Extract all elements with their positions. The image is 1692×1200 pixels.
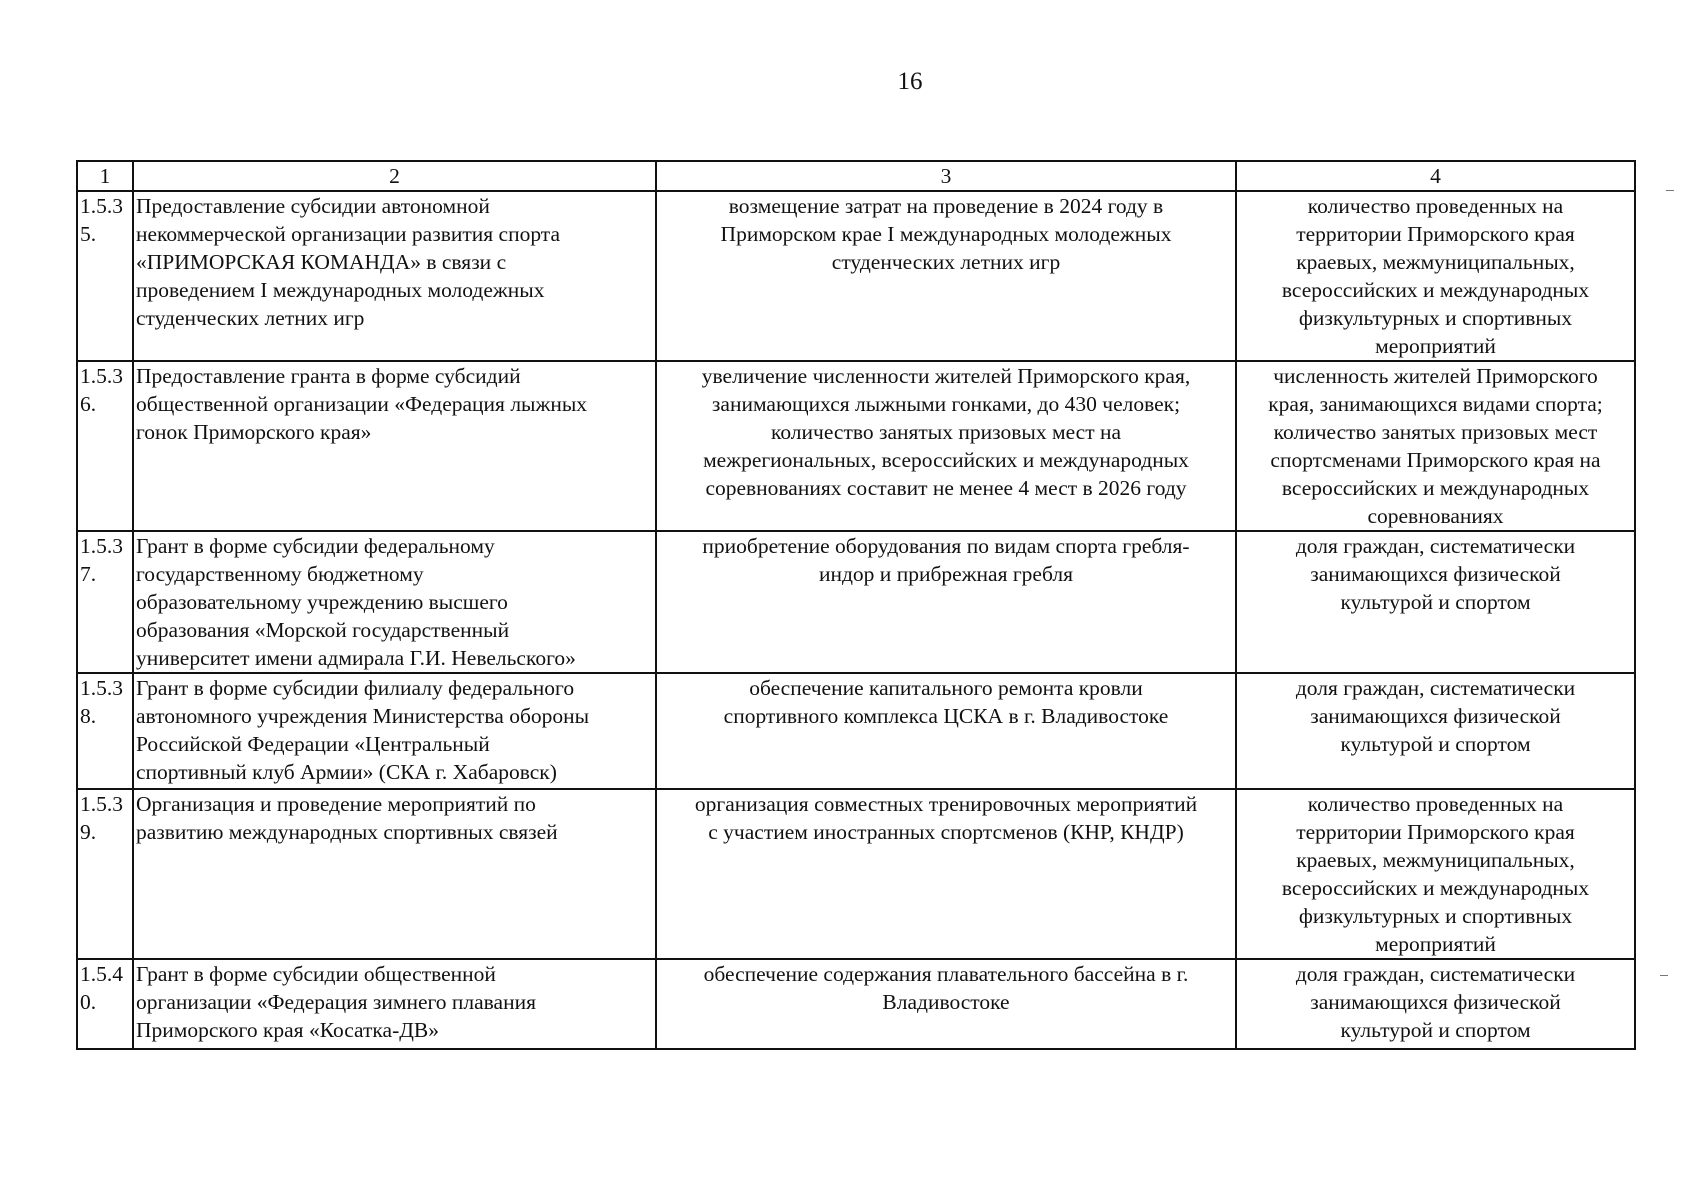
row-number: 1.5.3 9. (77, 789, 133, 959)
table-header-row (77, 161, 1635, 191)
measure-description: Предоставление субсидии автономной некоммерческой организации развития спорта «ПРИМОРСКАЯ КОМАНДА» в связи с проведением I международных молодежных студенческих летних игр (133, 191, 656, 361)
scan-artifact (1666, 190, 1674, 191)
table-row (77, 789, 1635, 959)
measure-result: увеличение численности жителей Приморского края, занимающихся лыжными гонками, до 430 человек; количество занятых призовых мест на межрегиональных, всероссийских и международных соревнованиях составит не менее 4 мест в 2026 году (656, 361, 1236, 531)
measure-description: Грант в форме субсидии филиалу федерального автономного учреждения Министерства обороны Российской Федерации «Центральный спортивный клуб Армии» (СКА г. Хабаровск) (133, 673, 656, 789)
measure-description: Предоставление гранта в форме субсидий общественной организации «Федерация лыжных гонок Приморского края» (133, 361, 656, 531)
column-header-1: 1 (77, 161, 133, 191)
row-number: 1.5.3 8. (77, 673, 133, 789)
row-number: 1.5.4 0. (77, 959, 133, 1049)
measure-description: Организация и проведение мероприятий по развитию международных спортивных связей (133, 789, 656, 959)
measure-indicator: доля граждан, систематически занимающихся физической культурой и спортом (1236, 673, 1635, 789)
table-row (77, 191, 1635, 361)
measure-indicator: доля граждан, систематически занимающихся физической культурой и спортом (1236, 531, 1635, 673)
page-number: 16 (897, 68, 923, 95)
measure-indicator: доля граждан, систематически занимающихся физической культурой и спортом (1236, 959, 1635, 1049)
measure-result: приобретение оборудования по видам спорта гребля- индор и прибрежная гребля (656, 531, 1236, 673)
table-row (77, 361, 1635, 531)
table-row (77, 531, 1635, 673)
column-header-4: 4 (1236, 161, 1635, 191)
measure-result: обеспечение капитального ремонта кровли спортивного комплекса ЦСКА в г. Владивостоке (656, 673, 1236, 789)
measure-result: возмещение затрат на проведение в 2024 году в Приморском крае I международных молодежных студенческих летних игр (656, 191, 1236, 361)
table-row (77, 959, 1635, 1049)
row-number: 1.5.3 5. (77, 191, 133, 361)
measure-indicator: численность жителей Приморского края, занимающихся видами спорта; количество занятых призовых мест спортсменами Приморского края на всероссийских и международных соревнованиях (1236, 361, 1635, 531)
measure-result: обеспечение содержания плавательного бассейна в г. Владивостоке (656, 959, 1236, 1049)
table-row (77, 673, 1635, 789)
measure-description: Грант в форме субсидии федеральному государственному бюджетному образовательному учреждению высшего образования «Морской государственный университет имени адмирала Г.И. Невельского» (133, 531, 656, 673)
measure-indicator: количество проведенных на территории Приморского края краевых, межмуниципальных, всероссийских и международных физкультурных и спортивных мероприятий (1236, 789, 1635, 959)
scan-artifact (1660, 975, 1668, 976)
column-header-3: 3 (656, 161, 1236, 191)
measure-result: организация совместных тренировочных мероприятий с участием иностранных спортсменов (КНР, КНДР) (656, 789, 1236, 959)
measure-description: Грант в форме субсидии общественной организации «Федерация зимнего плавания Приморского края «Косатка-ДВ» (133, 959, 656, 1049)
row-number: 1.5.3 6. (77, 361, 133, 531)
measure-indicator: количество проведенных на территории Приморского края краевых, межмуниципальных, всероссийских и международных физкультурных и спортивных мероприятий (1236, 191, 1635, 361)
program-measures-table (76, 160, 1636, 1050)
column-header-2: 2 (133, 161, 656, 191)
row-number: 1.5.3 7. (77, 531, 133, 673)
